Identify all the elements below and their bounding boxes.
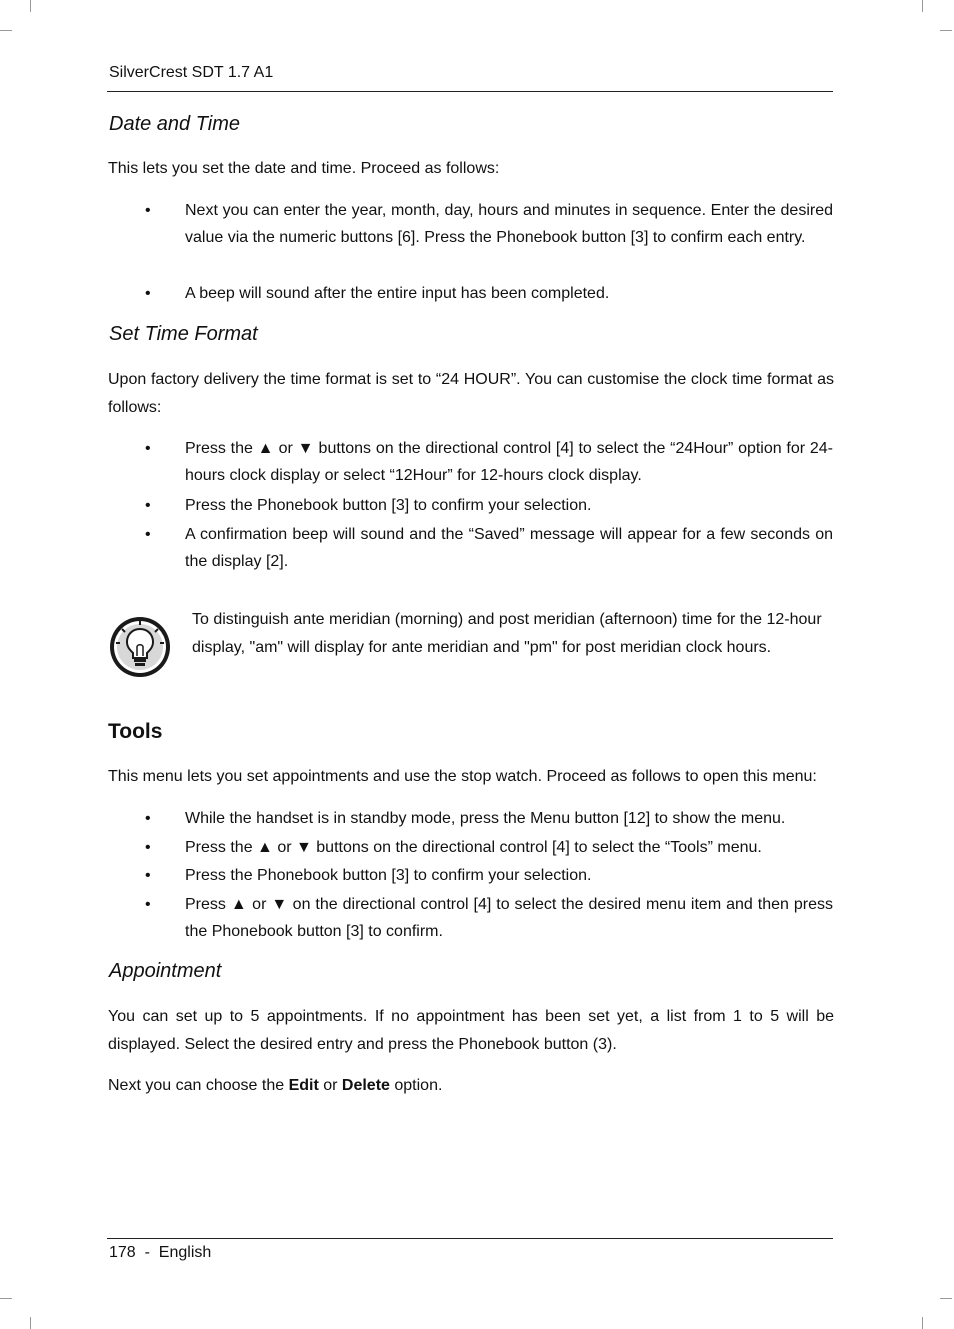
time-format-intro: Upon factory delivery the time format is set to “24 HOUR”. You can customise the clock time format as follows:	[108, 371, 834, 416]
delete-option-label: Delete	[341, 1077, 390, 1094]
appointment-intro: You can set up to 5 appointments. If no appointment has been set yet, a list from 1 to 5 will be displayed. Select the desired entry and press the Phonebook button (3).	[108, 1008, 834, 1053]
tip-note: To distinguish ante meridian (morning) and post meridian (afternoon) time for the 12-hour display, "am" will display for ante meridian and "pm" for post meridian clock hours.	[192, 611, 822, 656]
list-item: Press the ▲ or ▼ buttons on the directional control [4] to select the “Tools” menu.	[185, 839, 762, 856]
crop-mark	[940, 30, 952, 31]
list-item: While the handset is in standby mode, press the Menu button [12] to show the menu.	[185, 810, 786, 827]
crop-mark	[0, 1298, 12, 1299]
bullet-glyph: •	[145, 285, 151, 302]
bullet-glyph: •	[145, 497, 151, 514]
text: option.	[389, 1077, 443, 1094]
crop-mark	[940, 1298, 952, 1299]
crop-mark	[0, 30, 12, 31]
list-item: A confirmation beep will sound and the “Saved” message will appear for a few seconds on the display [2].	[185, 526, 833, 570]
date-time-intro: This lets you set the date and time. Proceed as follows:	[108, 160, 500, 177]
section-heading-appointment: Appointment	[109, 960, 222, 982]
section-heading-date-time: Date and Time	[109, 113, 240, 135]
bullet-glyph: •	[145, 202, 151, 219]
bullet-glyph: •	[145, 810, 151, 827]
section-heading-time-format: Set Time Format	[109, 323, 258, 345]
bullet-glyph: •	[145, 896, 151, 913]
bullet-glyph: •	[145, 867, 151, 884]
crop-mark	[922, 0, 923, 12]
page-footer: 178 - English	[109, 1244, 212, 1261]
bullet-glyph: •	[145, 440, 151, 457]
crop-mark	[922, 1317, 923, 1329]
list-item: A beep will sound after the entire input has been completed.	[185, 285, 610, 302]
list-item: Press the Phonebook button [3] to confirm your selection.	[185, 867, 592, 884]
header-rule	[107, 91, 833, 92]
appointment-options-line	[108, 1072, 834, 1100]
running-header: SilverCrest SDT 1.7 A1	[109, 64, 274, 81]
tools-intro: This menu lets you set appointments and use the stop watch. Proceed as follows to open this menu:	[108, 768, 817, 785]
bullet-glyph: •	[145, 839, 151, 856]
text: or	[318, 1077, 342, 1094]
list-item: Press ▲ or ▼ on the directional control [4] to select the desired menu item and then press the Phonebook button [3] to confirm.	[185, 896, 833, 940]
list-item: Press the ▲ or ▼ buttons on the directional control [4] to select the “24Hour” option for 24-hours clock display or select “12Hour” for 12-hours clock display.	[185, 440, 833, 484]
section-heading-tools: Tools	[108, 720, 163, 743]
lightbulb-icon	[108, 615, 172, 679]
edit-option-label: Edit	[288, 1077, 319, 1094]
crop-mark	[30, 1317, 31, 1329]
list-item: Press the Phonebook button [3] to confirm your selection.	[185, 497, 592, 514]
text: Next you can choose the	[108, 1077, 289, 1094]
list-item: Next you can enter the year, month, day, hours and minutes in sequence. Enter the desired value via the numeric buttons [6]. Press the Phonebook button [3] to confirm each entry.	[185, 202, 833, 246]
footer-rule	[107, 1238, 833, 1239]
crop-mark	[30, 0, 31, 12]
bullet-glyph: •	[145, 526, 151, 543]
